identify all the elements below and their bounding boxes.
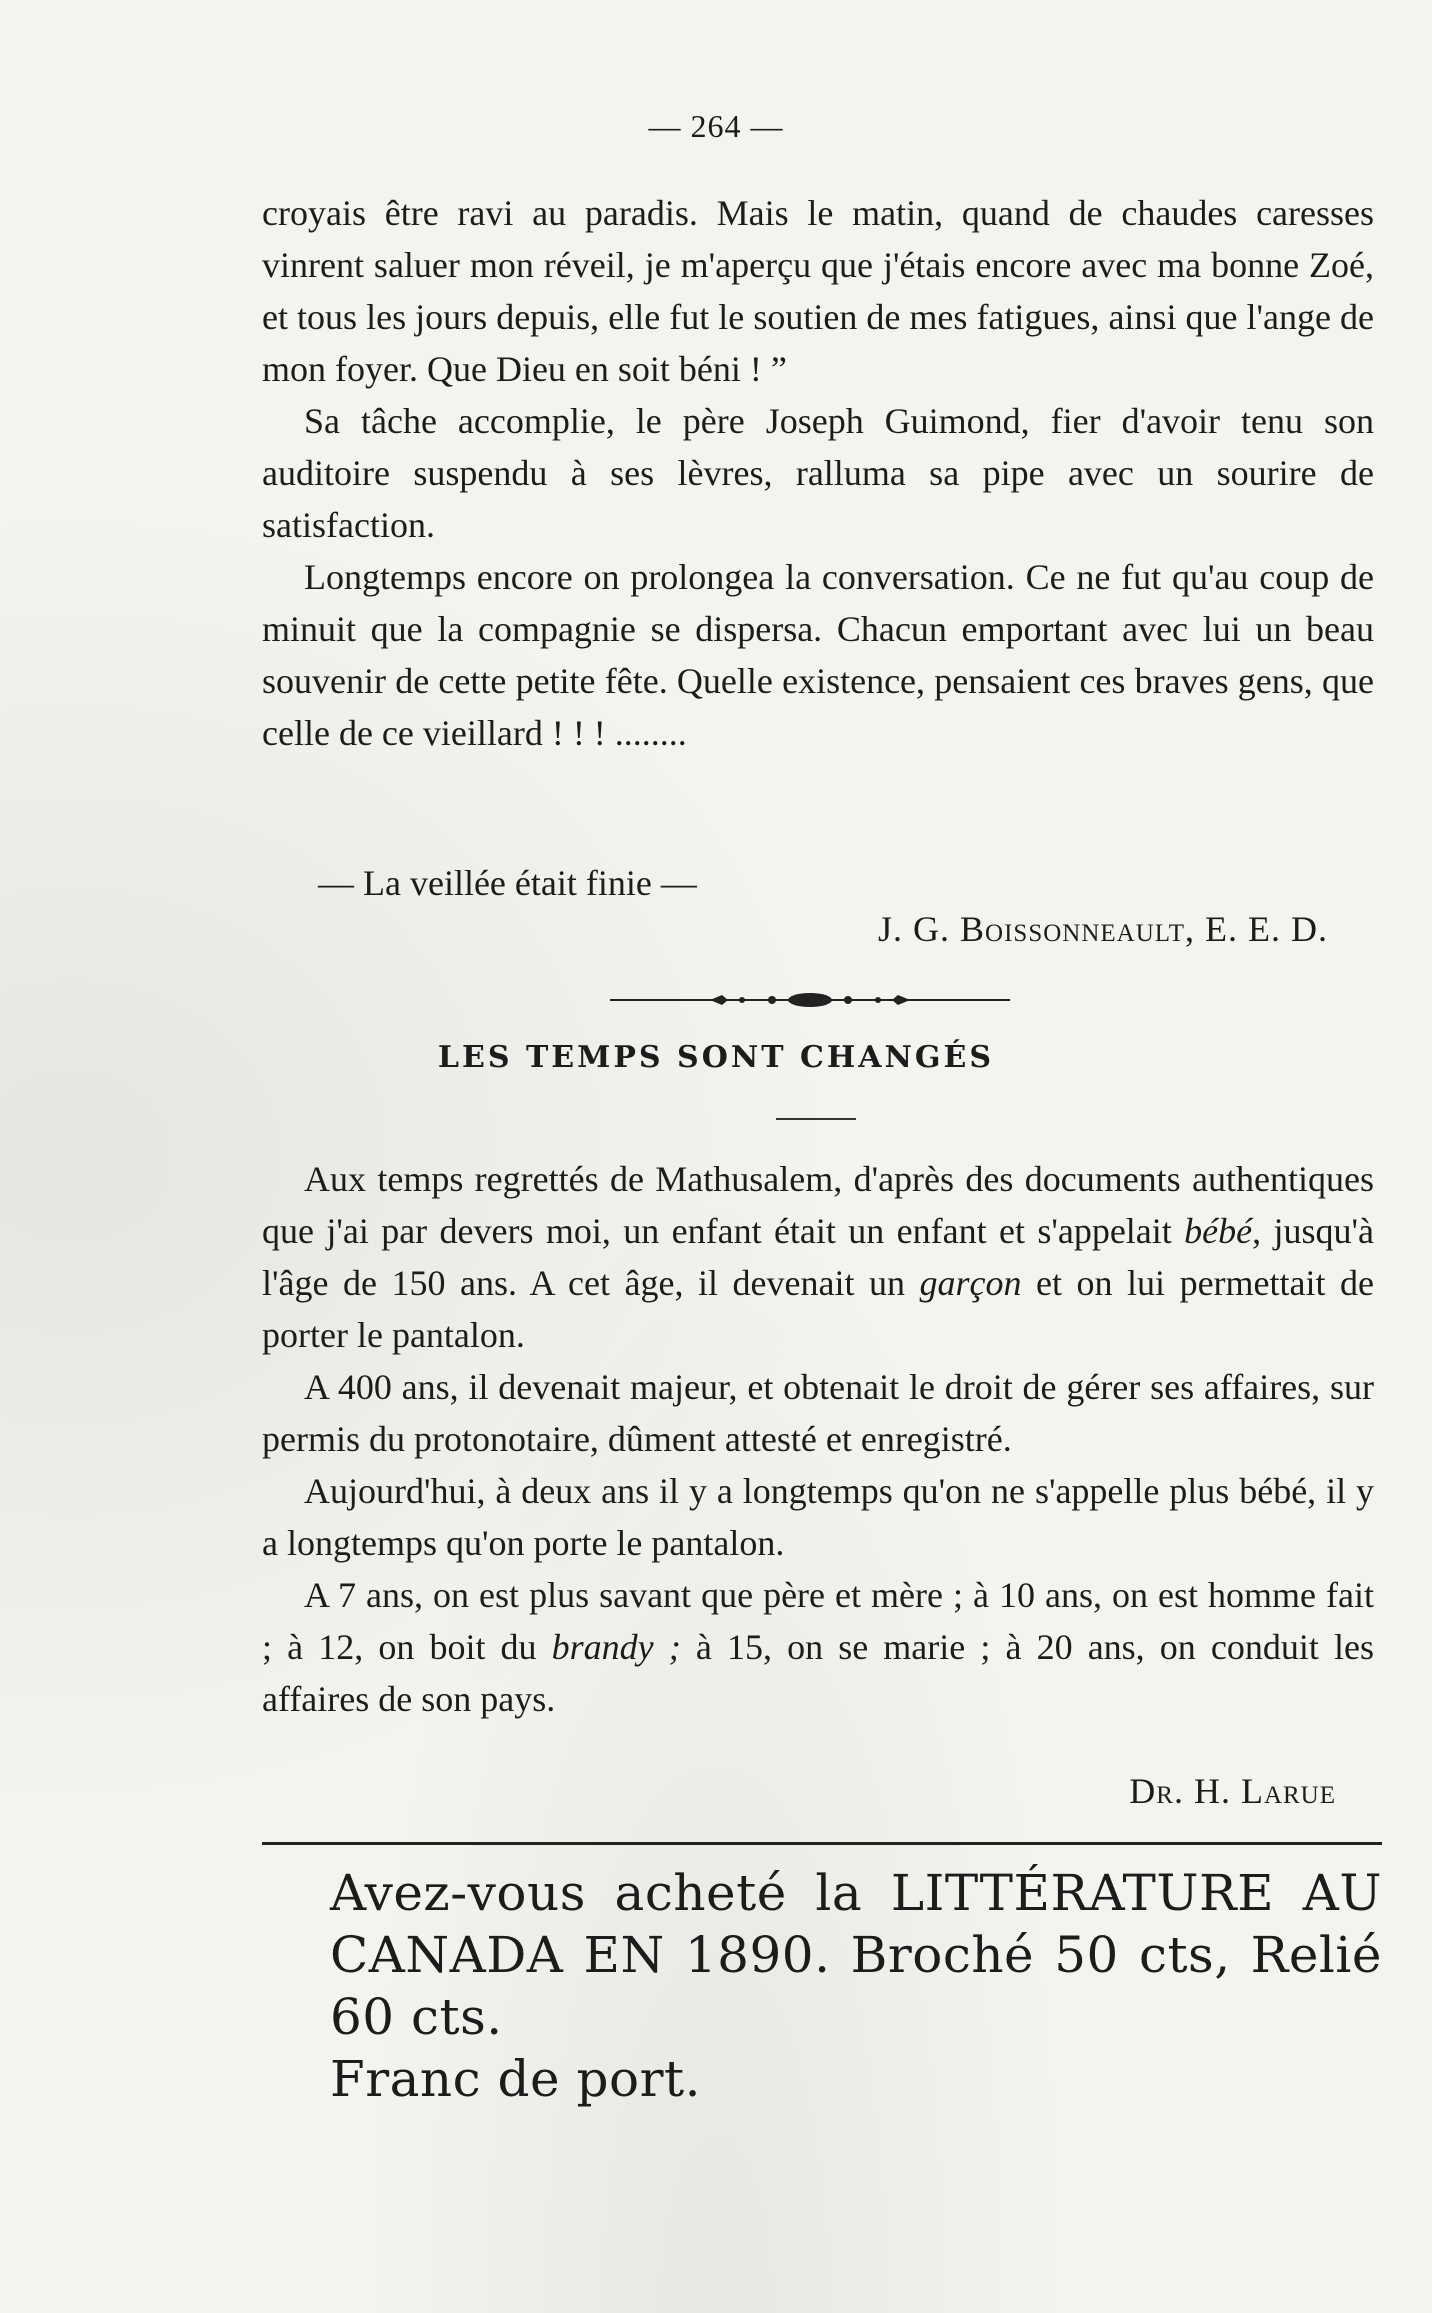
text-run: Aujourd'hui, à deux ans il y a longtemps qu'on ne s'appelle plus bébé, il y a longtemps qu'on porte le pantalon. [262, 1471, 1374, 1563]
paragraph [262, 1153, 1374, 1361]
text-run: A 400 ans, il devenait majeur, et obtenait le droit de gérer ses affaires, sur permis du protonotaire, dûment attesté et enregistré. [262, 1367, 1374, 1459]
paragraph [262, 1465, 1374, 1569]
closing-line: — La veillée était finie — [318, 863, 697, 903]
text-run: et on lui permettait de porter le pantalon. [262, 1263, 1374, 1355]
text-run: à 15, on se marie ; à 20 ans, on conduit les affaires de son pays. [262, 1627, 1374, 1719]
section-title: LES TEMPS SONT CHANGÉS [437, 1040, 995, 1075]
ornament-divider [610, 988, 1010, 1012]
title-rule [776, 1118, 856, 1120]
paragraph: Sa tâche accomplie, le père Joseph Guimond, fier d'avoir tenu son auditoire suspendu à ses lèvres, ralluma sa pipe avec un sourire de satisfaction. [262, 401, 1374, 545]
italic-text: garçon [919, 1263, 1022, 1303]
article-signature: Dr. H. Larue [1129, 1771, 1336, 1811]
italic-text: bébé [1184, 1211, 1253, 1251]
paragraph: croyais être ravi au paradis. Mais le matin, quand de chaudes caresses vinrent saluer mon réveil, je m'aperçu que j'étais encore avec ma bonne Zoé, et tous les jours depuis, elle fut le soutien de mes fatigues, ainsi que l'ange de mon foyer. Que Dieu en soit béni ! ” [262, 193, 1374, 389]
horizontal-rule [262, 1842, 1382, 1845]
article-text [262, 1153, 1374, 1725]
author-signature: J. G. Boissonneault, E. E. D. [878, 909, 1328, 949]
story-ending-text [262, 187, 1374, 759]
advert-line-2: Franc de port. [330, 2050, 701, 2108]
advertisement [262, 1862, 1382, 2110]
paragraph [262, 1569, 1374, 1725]
page-number: — 264 — [648, 108, 784, 144]
text-run: Aux temps regrettés de Mathusalem, d'après des documents authentiques que j'ai par devers moi, un enfant était un enfant et s'appelait [262, 1159, 1374, 1251]
advert-line-1: Avez-vous acheté la LITTÉRATURE AU CANADA EN 1890. Broché 50 cts, Relié 60 cts. [330, 1864, 1382, 2046]
italic-text: brandy ; [551, 1627, 681, 1667]
paragraph [262, 1361, 1374, 1465]
text-run: A 7 ans, on est plus savant que père et mère ; à 10 ans, on est homme fait ; à 12, on boit du [262, 1575, 1374, 1667]
text-run: , jusqu'à l'âge de 150 ans. A cet âge, il devenait un [262, 1211, 1374, 1303]
paragraph: Longtemps encore on prolongea la conversation. Ce ne fut qu'au coup de minuit que la compagnie se dispersa. Chacun emportant avec lui un beau souvenir de cette petite fête. Quelle existence, pensaient ces braves gens, que celle de ce vieillard ! ! ! ........ [262, 557, 1374, 753]
